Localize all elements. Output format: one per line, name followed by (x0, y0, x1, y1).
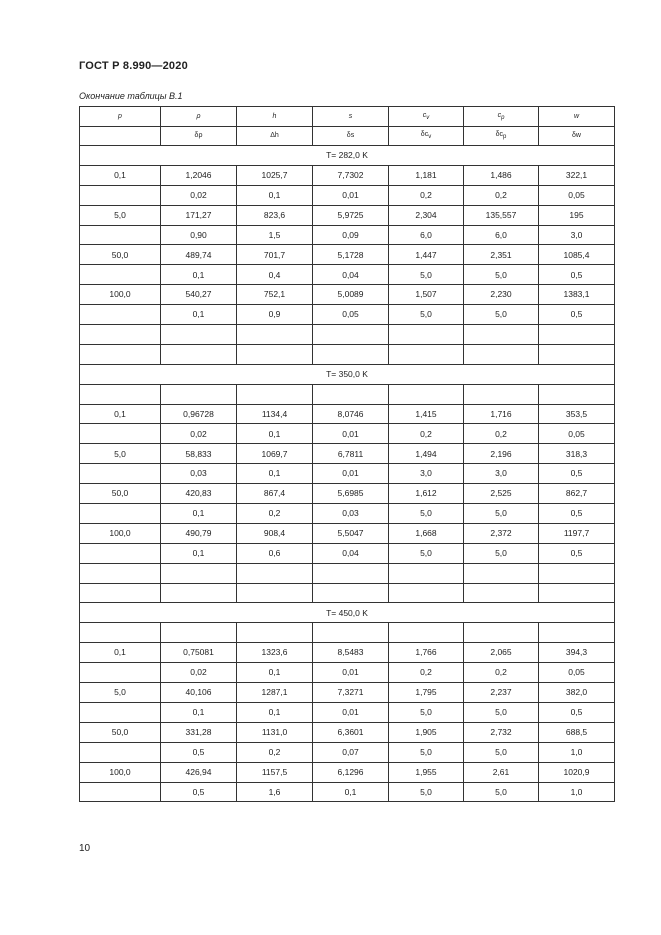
column-header: h (237, 107, 313, 127)
section-title-row (80, 603, 615, 623)
table-cell: 0,2 (464, 424, 539, 444)
table-row (80, 484, 615, 504)
table-cell (80, 702, 161, 722)
table-cell: 1383,1 (539, 285, 615, 305)
table-row (80, 523, 615, 543)
table-cell (464, 623, 539, 643)
table-cell: 0,07 (313, 742, 389, 762)
table-cell: 50,0 (80, 722, 161, 742)
table-cell: 5,0 (464, 702, 539, 722)
table-cell (161, 623, 237, 643)
table-row (80, 165, 615, 185)
table-cell: 688,5 (539, 722, 615, 742)
table-cell (80, 384, 161, 404)
table-cell: 0,75081 (161, 643, 237, 663)
column-header: δρ (161, 126, 237, 146)
table-row (80, 444, 615, 464)
table-cell: 0,1 (237, 663, 313, 683)
document-code: ГОСТ Р 8.990—2020 (79, 60, 188, 72)
table-cell (464, 344, 539, 364)
table-cell: 5,0 (464, 742, 539, 762)
table-cell (80, 225, 161, 245)
table-cell: 490,79 (161, 523, 237, 543)
table-cell: 0,01 (313, 424, 389, 444)
table-cell: 5,5047 (313, 523, 389, 543)
table-cell: 7,7302 (313, 165, 389, 185)
table-caption: Окончание таблицы В.1 (79, 91, 183, 101)
table-cell: 394,3 (539, 643, 615, 663)
column-header: δs (313, 126, 389, 146)
table-cell: 1025,7 (237, 165, 313, 185)
table-cell: 0,1 (161, 265, 237, 285)
table-row (80, 285, 615, 305)
table-cell: 5,0 (389, 742, 464, 762)
table-cell: 1,0 (539, 742, 615, 762)
table-cell: 318,3 (539, 444, 615, 464)
column-header: Δh (237, 126, 313, 146)
table-cell: 1,766 (389, 643, 464, 663)
table-cell: 5,0 (389, 782, 464, 802)
table-cell: 0,03 (161, 464, 237, 484)
table-row (80, 762, 615, 782)
table-row (80, 404, 615, 424)
table-cell: 331,28 (161, 722, 237, 742)
table-cell: 0,2 (237, 504, 313, 524)
table-cell: 1,5 (237, 225, 313, 245)
table-cell: 0,1 (313, 782, 389, 802)
table-cell (237, 384, 313, 404)
table-cell: 0,05 (539, 663, 615, 683)
table-cell (313, 563, 389, 583)
table-row (80, 583, 615, 603)
table-cell (313, 583, 389, 603)
table-cell: 0,1 (237, 464, 313, 484)
table-cell: 3,0 (389, 464, 464, 484)
table-cell: 1,447 (389, 245, 464, 265)
table-cell: 5,0 (389, 265, 464, 285)
table-cell: 5,0 (464, 265, 539, 285)
table-cell: 5,0 (389, 702, 464, 722)
table-cell: 5,0 (80, 683, 161, 703)
table-row (80, 742, 615, 762)
table-cell: 135,557 (464, 205, 539, 225)
table-cell: 0,5 (539, 543, 615, 563)
column-header: p (80, 107, 161, 127)
table-row (80, 504, 615, 524)
table-cell: 1,507 (389, 285, 464, 305)
table-cell: 0,04 (313, 543, 389, 563)
table-row (80, 344, 615, 364)
table-cell: 2,065 (464, 643, 539, 663)
table-cell: 0,1 (80, 165, 161, 185)
table-cell: 0,01 (313, 464, 389, 484)
temperature-heading: T= 282,0 K (80, 146, 615, 166)
table-cell: 1,2046 (161, 165, 237, 185)
table-cell: 0,1 (161, 305, 237, 325)
table-cell: 0,01 (313, 185, 389, 205)
table-cell: 1,6 (237, 782, 313, 802)
table-cell (80, 623, 161, 643)
table-cell (237, 344, 313, 364)
table-cell: 0,2 (389, 663, 464, 683)
table-cell: 0,1 (237, 702, 313, 722)
table-cell: 0,02 (161, 185, 237, 205)
table-row (80, 623, 615, 643)
table-row (80, 464, 615, 484)
header-row (80, 126, 615, 146)
table-cell: 0,6 (237, 543, 313, 563)
table-cell: 1,716 (464, 404, 539, 424)
table-cell: 0,1 (237, 185, 313, 205)
table-cell: 1323,6 (237, 643, 313, 663)
table-cell (161, 563, 237, 583)
table-cell (464, 325, 539, 345)
table-cell: 0,9 (237, 305, 313, 325)
table-cell: 6,0 (389, 225, 464, 245)
table-cell: 8,5483 (313, 643, 389, 663)
table-cell: 8,0746 (313, 404, 389, 424)
table-cell: 5,0 (464, 543, 539, 563)
table-row (80, 663, 615, 683)
table-cell (161, 325, 237, 345)
table-row (80, 245, 615, 265)
column-header: ρ (161, 107, 237, 127)
table-cell: 0,1 (80, 404, 161, 424)
temperature-heading: T= 350,0 K (80, 364, 615, 384)
table-cell (389, 384, 464, 404)
page-number: 10 (79, 843, 91, 854)
table-cell: 1287,1 (237, 683, 313, 703)
table-cell: 2,732 (464, 722, 539, 742)
table-cell: 752,1 (237, 285, 313, 305)
table-cell (80, 464, 161, 484)
table-cell: 5,0 (389, 504, 464, 524)
table-cell: 5,9725 (313, 205, 389, 225)
table-cell (389, 344, 464, 364)
table-cell: 195 (539, 205, 615, 225)
table-cell (313, 623, 389, 643)
table-cell (389, 563, 464, 583)
header-row (80, 107, 615, 127)
table-row (80, 643, 615, 663)
table-cell (539, 563, 615, 583)
table-cell: 6,3601 (313, 722, 389, 742)
table-cell: 40,106 (161, 683, 237, 703)
table-cell (389, 325, 464, 345)
table-cell: 5,0 (80, 205, 161, 225)
table-cell: 0,05 (313, 305, 389, 325)
table-row (80, 305, 615, 325)
properties-table (79, 106, 615, 802)
table-cell: 3,0 (464, 464, 539, 484)
table-cell: 0,5 (539, 265, 615, 285)
table-cell: 540,27 (161, 285, 237, 305)
table-cell: 1197,7 (539, 523, 615, 543)
table-cell (80, 583, 161, 603)
table-row (80, 683, 615, 703)
table-cell: 50,0 (80, 245, 161, 265)
table-cell: 0,5 (539, 504, 615, 524)
table-cell (161, 583, 237, 603)
table-cell: 862,7 (539, 484, 615, 504)
table-cell: 5,0 (464, 504, 539, 524)
table-cell: 489,74 (161, 245, 237, 265)
table-cell: 1134,4 (237, 404, 313, 424)
table-cell: 2,304 (389, 205, 464, 225)
column-header: s (313, 107, 389, 127)
table-cell: 1,486 (464, 165, 539, 185)
table-cell: 426,94 (161, 762, 237, 782)
table-cell (539, 344, 615, 364)
table-cell: 867,4 (237, 484, 313, 504)
table-cell: 0,2 (464, 663, 539, 683)
table-cell: 0,05 (539, 424, 615, 444)
table-cell: 5,6985 (313, 484, 389, 504)
table-cell: 353,5 (539, 404, 615, 424)
table-cell (80, 424, 161, 444)
table-cell (464, 563, 539, 583)
table-cell: 0,5 (539, 464, 615, 484)
table-cell: 5,0 (389, 305, 464, 325)
table-cell: 1069,7 (237, 444, 313, 464)
table-cell: 0,5 (161, 742, 237, 762)
column-header: $c_v$ (389, 107, 464, 127)
table-cell (313, 325, 389, 345)
table-cell: 0,2 (389, 185, 464, 205)
table-cell: 0,1 (161, 702, 237, 722)
table-cell: 2,525 (464, 484, 539, 504)
table-row (80, 563, 615, 583)
table-cell: 0,02 (161, 424, 237, 444)
column-header: w (539, 107, 615, 127)
table-cell: 1,955 (389, 762, 464, 782)
table-cell (161, 384, 237, 404)
table-cell: 100,0 (80, 762, 161, 782)
table-row (80, 702, 615, 722)
table-cell (389, 623, 464, 643)
table-cell: 6,1296 (313, 762, 389, 782)
table-cell: 7,3271 (313, 683, 389, 703)
table-cell: 1,612 (389, 484, 464, 504)
table-cell: 0,04 (313, 265, 389, 285)
table-cell: 2,230 (464, 285, 539, 305)
table-cell: 0,5 (539, 305, 615, 325)
section-title-row (80, 364, 615, 384)
table-cell: 1,415 (389, 404, 464, 424)
table-cell (389, 583, 464, 603)
table-row (80, 782, 615, 802)
table-cell (313, 344, 389, 364)
table-row (80, 543, 615, 563)
table-cell: 0,90 (161, 225, 237, 245)
table-cell: 0,2 (237, 742, 313, 762)
table-cell: 382,0 (539, 683, 615, 703)
table-cell: 322,1 (539, 165, 615, 185)
table-cell (237, 583, 313, 603)
table-cell: 823,6 (237, 205, 313, 225)
table-cell: 1157,5 (237, 762, 313, 782)
table-cell (80, 305, 161, 325)
table-cell: 0,2 (389, 424, 464, 444)
table-cell: 0,03 (313, 504, 389, 524)
table-cell: 420,83 (161, 484, 237, 504)
table-cell (80, 543, 161, 563)
column-header: δw (539, 126, 615, 146)
column-header: $c_p$ (464, 107, 539, 127)
table-cell: 0,5 (539, 702, 615, 722)
table-cell (464, 384, 539, 404)
table-cell: 5,0 (389, 543, 464, 563)
table-cell: 5,0089 (313, 285, 389, 305)
table-cell (80, 265, 161, 285)
table-cell: 0,05 (539, 185, 615, 205)
table-cell: 50,0 (80, 484, 161, 504)
table-cell (237, 623, 313, 643)
table-cell: 0,1 (80, 643, 161, 663)
table-cell: 0,01 (313, 663, 389, 683)
table-cell: 2,196 (464, 444, 539, 464)
table-cell (539, 623, 615, 643)
table-cell (80, 344, 161, 364)
table-cell (539, 325, 615, 345)
table-cell: 1,181 (389, 165, 464, 185)
column-header (80, 126, 161, 146)
table-cell: 5,1728 (313, 245, 389, 265)
table-cell: 1131,0 (237, 722, 313, 742)
table-cell (464, 583, 539, 603)
table-cell: 3,0 (539, 225, 615, 245)
table-cell (237, 563, 313, 583)
table-cell: 0,2 (464, 185, 539, 205)
table-cell (80, 742, 161, 762)
table-cell: 0,96728 (161, 404, 237, 424)
table-cell: 2,351 (464, 245, 539, 265)
table-cell: 1,0 (539, 782, 615, 802)
table-row (80, 325, 615, 345)
temperature-heading: T= 450,0 K (80, 603, 615, 623)
table-cell: 58,833 (161, 444, 237, 464)
table-cell: 0,02 (161, 663, 237, 683)
table-cell: 100,0 (80, 285, 161, 305)
table-cell: 0,1 (237, 424, 313, 444)
table-cell: 171,27 (161, 205, 237, 225)
table-cell: 1020,9 (539, 762, 615, 782)
table-row (80, 384, 615, 404)
table-cell: 908,4 (237, 523, 313, 543)
table-cell: 0,1 (161, 543, 237, 563)
table-row (80, 185, 615, 205)
table-cell (237, 325, 313, 345)
table-cell: 0,01 (313, 702, 389, 722)
table-row (80, 424, 615, 444)
table-cell: 701,7 (237, 245, 313, 265)
table-cell: 2,237 (464, 683, 539, 703)
table-cell (80, 325, 161, 345)
table-cell: 1,795 (389, 683, 464, 703)
table-cell (80, 563, 161, 583)
table-cell: 5,0 (80, 444, 161, 464)
table-cell: 1,494 (389, 444, 464, 464)
table-cell: 5,0 (464, 782, 539, 802)
table-cell: 0,1 (161, 504, 237, 524)
table-cell: 0,4 (237, 265, 313, 285)
section-title-row (80, 146, 615, 166)
table-cell: 5,0 (464, 305, 539, 325)
table-cell (80, 782, 161, 802)
table-cell: 1,668 (389, 523, 464, 543)
column-header: $\delta c_v$ (389, 126, 464, 146)
table-row (80, 225, 615, 245)
table-cell (80, 504, 161, 524)
table-row (80, 722, 615, 742)
table-cell (80, 663, 161, 683)
table-row (80, 205, 615, 225)
table-cell: 0,09 (313, 225, 389, 245)
table-cell: 6,0 (464, 225, 539, 245)
table-cell: 2,372 (464, 523, 539, 543)
column-header: $\delta c_p$ (464, 126, 539, 146)
table-cell (161, 344, 237, 364)
table-cell (539, 583, 615, 603)
table-row (80, 265, 615, 285)
table-cell: 2,61 (464, 762, 539, 782)
table-cell: 1085,4 (539, 245, 615, 265)
table-cell: 0,5 (161, 782, 237, 802)
table-cell (539, 384, 615, 404)
table-cell: 100,0 (80, 523, 161, 543)
table-cell: 6,7811 (313, 444, 389, 464)
table-cell (80, 185, 161, 205)
table-cell (313, 384, 389, 404)
table-cell: 1,905 (389, 722, 464, 742)
